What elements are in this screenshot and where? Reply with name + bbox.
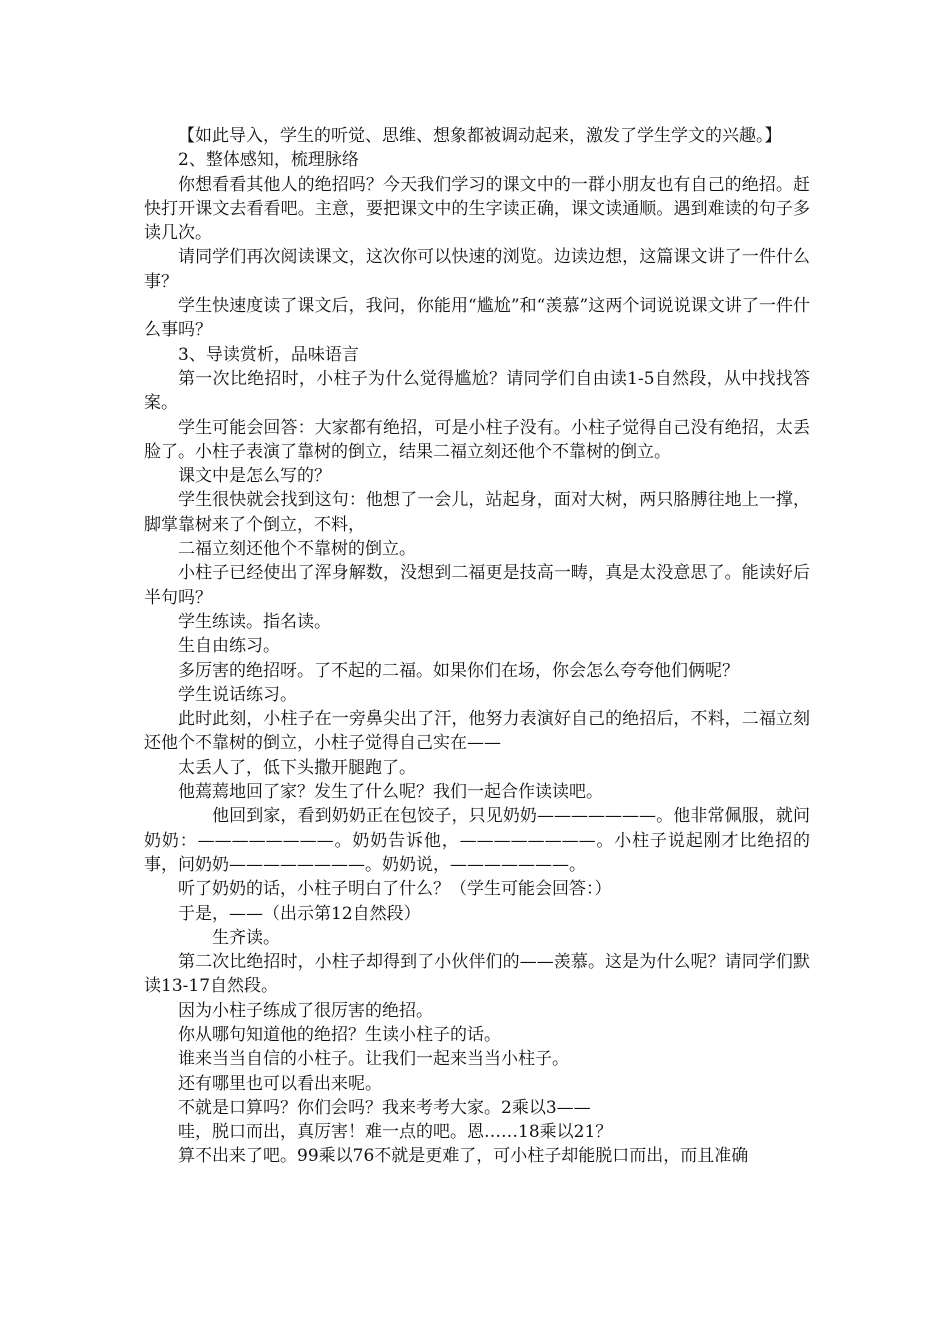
paragraph-9: 课文中是怎么写的？ <box>178 466 331 487</box>
paragraph-31: 算不出来了吧。99乘以76不就是更难了，可小柱子却能脱口而出，而且准确 <box>178 1146 749 1167</box>
paragraph-7: 第一次比绝招时，小柱子为什么觉得尴尬？请同学们自由读1-5自然段，从中找找答案。 <box>144 368 810 414</box>
paragraph-1: 【如此导入，学生的听觉、思维、想象都被调动起来，激发了学生学文的兴趣。】 <box>178 126 782 146</box>
section-heading-3: 3、导读赏析，品味语言 <box>178 344 359 365</box>
paragraph-19: 他蔫蔫地回了家？发生了什么呢？我们一起合作读读吧。 <box>178 782 603 803</box>
paragraph-26: 你从哪句知道他的绝招？生读小柱子的话。 <box>178 1024 501 1045</box>
paragraph-25: 因为小柱子练成了很厉害的绝招。 <box>178 1000 433 1021</box>
paragraph-20: 他回到家，看到奶奶正在包饺子，只见奶奶———————。他非常佩服，就问奶奶：————————。奶奶告诉他，————————。小柱子说起刚才比绝招的事，问奶奶————————。奶奶说，———————。 <box>144 806 810 875</box>
paragraph-27: 谁来当当自信的小柱子。让我们一起来当当小柱子。 <box>178 1049 569 1070</box>
paragraph-28: 还有哪里也可以看出来呢。 <box>178 1073 382 1094</box>
paragraph-23: 生齐读。 <box>212 927 280 948</box>
paragraph-4: 请同学们再次阅读课文，这次你可以快速的浏览。边读边想，这篇课文讲了一件什么事？ <box>144 247 810 292</box>
paragraph-11: 二福立刻还他个不靠树的倒立。 <box>178 539 416 560</box>
paragraph-14: 生自由练习。 <box>178 636 280 657</box>
paragraph-10: 学生很快就会找到这句：他想了一会儿，站起身，面对大树，两只胳膊往地上一撑，脚掌靠树来了个倒立，不料， <box>144 490 810 535</box>
paragraph-13: 学生练读。指名读。 <box>178 611 331 632</box>
section-heading-2: 2、整体感知，梳理脉络 <box>178 150 359 171</box>
paragraph-24: 第二次比绝招时，小柱子却得到了小伙伴们的——羡慕。这是为什么呢？请同学们默读13-17自然段。 <box>144 952 810 997</box>
paragraph-18: 太丢人了，低下头撒开腿跑了。 <box>178 757 416 778</box>
paragraph-16: 学生说话练习。 <box>178 684 297 705</box>
paragraph-21: 听了奶奶的话，小柱子明白了什么？（学生可能会回答：） <box>178 879 612 900</box>
paragraph-29: 不就是口算吗？你们会吗？我来考考大家。2乘以3—— <box>178 1097 591 1118</box>
paragraph-3: 你想看看其他人的绝招吗？今天我们学习的课文中的一群小朋友也有自己的绝招。赶快打开课文去看看吧。主意，要把课文中的生字读正确，课文读通顺。遇到难读的句子多读几次。 <box>144 174 810 244</box>
paragraph-15: 多厉害的绝招呀。了不起的二福。如果你们在场，你会怎么夸夸他们俩呢？ <box>178 660 739 681</box>
paragraph-8: 学生可能会回答：大家都有绝招，可是小柱子没有。小柱子觉得自己没有绝招，太丢脸了。小柱子表演了靠树的倒立，结果二福立刻还他个不靠树的倒立。 <box>144 417 810 462</box>
paragraph-17: 此时此刻，小柱子在一旁鼻尖出了汗，他努力表演好自己的绝招后，不料，二福立刻还他个不靠树的倒立，小柱子觉得自己实在—— <box>144 709 810 754</box>
paragraph-22: 于是，——（出示第12自然段） <box>178 903 421 924</box>
paragraph-12: 小柱子已经使出了浑身解数，没想到二福更是技高一畴，真是太没意思了。能读好后半句吗？ <box>144 563 810 608</box>
paragraph-5: 学生快速度读了课文后，我问，你能用“尴尬”和“羡慕”这两个词说说课文讲了一件什么事吗？ <box>144 296 810 341</box>
document-body <box>144 124 810 1169</box>
paragraph-30: 哇，脱口而出，真厉害！难一点的吧。恩……18乘以21？ <box>178 1122 613 1143</box>
